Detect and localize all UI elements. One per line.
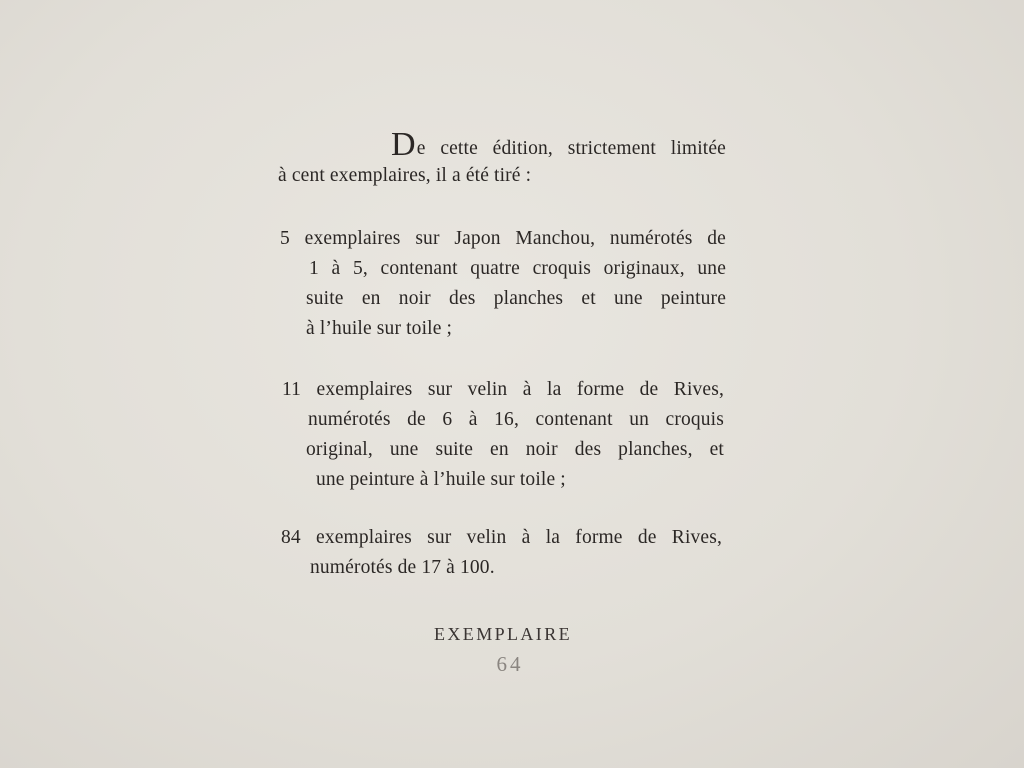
entry-2-line-1: 11 exemplaires sur velin à la forme de Rives, — [282, 379, 724, 400]
entry-1-line-2: 1 à 5, contenant quatre croquis originaux, une — [309, 258, 726, 279]
entry-2-line-4: une peinture à l’huile sur toile ; — [316, 469, 566, 490]
intro-line-2 — [278, 164, 531, 188]
intro-text-2: à cent exemplaires, il a été tiré : — [278, 165, 532, 186]
intro-text-1: e cette édition, strictement limitée — [416, 138, 726, 159]
entry-3-line-1: 84 exemplaires sur velin à la forme de Rives, — [281, 527, 722, 548]
entry-1-line-4: à l’huile sur toile ; — [306, 318, 453, 339]
drop-cap: D — [391, 126, 416, 163]
exemplaire-label: EXEMPLAIRE — [434, 624, 572, 644]
intro-line-1 — [391, 126, 726, 163]
entry-1-line-1: 5 exemplaires sur Japon Manchou, numérotés de — [280, 228, 726, 249]
entry-2-line-3: original, une suite en noir des planches, et — [306, 439, 724, 460]
entry-3-line-2: numérotés de 17 à 100. — [310, 557, 495, 578]
entry-1-line-3: suite en noir des planches et une peinture — [306, 288, 726, 309]
entry-2-line-2: numérotés de 6 à 16, contenant un croquis — [308, 409, 724, 430]
exemplaire-number: 64 — [496, 652, 524, 676]
